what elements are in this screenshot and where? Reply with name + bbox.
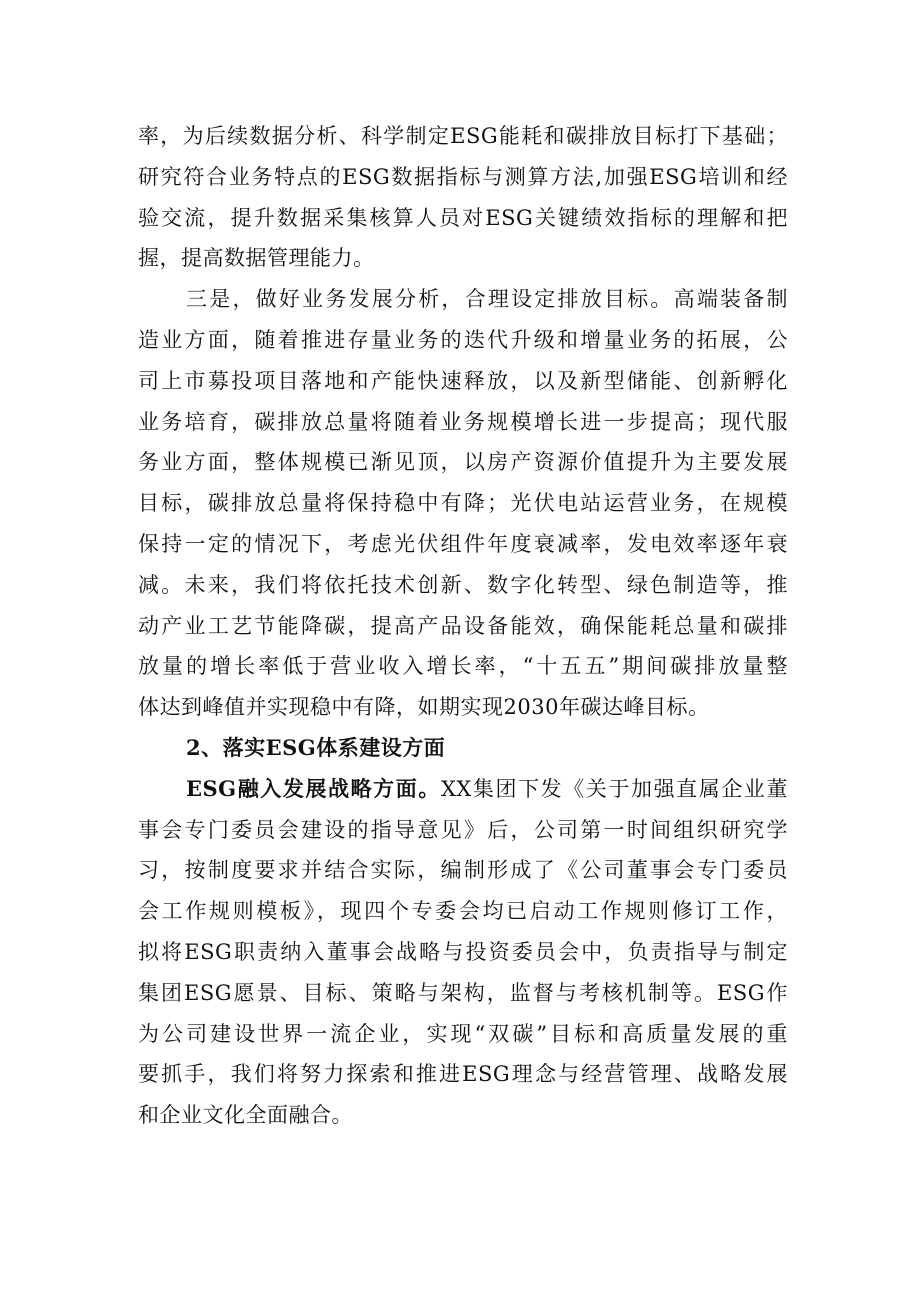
text-line: 体达到峰值并实现稳中有降，如期实现2030年碳达峰目标。 xyxy=(138,695,710,720)
text-line: 验交流，提升数据采集核算人员对ESG关键绩效指标的理解和把 xyxy=(138,205,788,230)
paragraph-lead: ESG融入发展战略方面。 xyxy=(186,775,441,801)
text-line: 业务培育，碳排放总量将随着业务规模增长进一步提高；现代服 xyxy=(138,409,788,434)
text-line: 三是，做好业务发展分析，合理设定排放目标。高端装备制 xyxy=(186,287,788,312)
text-line: 事会专门委员会建设的指导意见》后，公司第一时间组织研究学 xyxy=(138,817,788,842)
text-line: 放量的增长率低于营业收入增长率，“十五五”期间碳排放量整 xyxy=(138,654,788,679)
text-line: 务业方面，整体规模已渐见顶，以房产资源价值提升为主要发展 xyxy=(138,450,788,475)
paragraph-lead-rest: XX集团下发《关于加强直属企业董 xyxy=(440,776,788,801)
text-line: 减。未来，我们将依托技术创新、数字化转型、绿色制造等，推 xyxy=(138,572,788,597)
text-line: 研究符合业务特点的ESG数据指标与测算方法,加强ESG培训和经 xyxy=(138,164,788,189)
section-heading: 2、落实ESG体系建设方面 xyxy=(186,734,446,760)
text-line: 保持一定的情况下，考虑光伏组件年度衰减率，发电效率逐年衰 xyxy=(138,531,788,556)
text-line: 为公司建设世界一流企业，实现“双碳”目标和高质量发展的重 xyxy=(138,1021,788,1046)
text-line xyxy=(138,769,788,810)
text-line: 拟将ESG职责纳入董事会战略与投资委员会中，负责指导与制定 xyxy=(138,939,788,964)
text-line: 目标，碳排放总量将保持稳中有降；光伏电站运营业务，在规模 xyxy=(138,491,788,516)
text-line: 会工作规则模板》，现四个专委会均已启动工作规则修订工作， xyxy=(138,899,788,924)
text-line: 造业方面，随着推进存量业务的迭代升级和增量业务的拓展，公 xyxy=(138,327,788,352)
text-line: 和企业文化全面融合。 xyxy=(138,1103,353,1128)
text-line: 要抓手，我们将努力探索和推进ESG理念与经营管理、战略发展 xyxy=(138,1062,788,1087)
text-line: 习，按制度要求并结合实际，编制形成了《公司董事会专门委员 xyxy=(138,858,788,883)
document-body xyxy=(138,116,788,1136)
text-line: 司上市募投项目落地和产能快速释放，以及新型储能、创新孵化 xyxy=(138,368,788,393)
text-line: 率，为后续数据分析、科学制定ESG能耗和碳排放目标打下基础； xyxy=(138,124,788,148)
text-line: 动产业工艺节能降碳，提高产品设备能效，确保能耗总量和碳排 xyxy=(138,613,788,638)
text-line: 集团ESG愿景、目标、策略与架构，监督与考核机制等。ESG作 xyxy=(138,980,788,1005)
text-line: 握，提高数据管理能力。 xyxy=(138,246,375,271)
